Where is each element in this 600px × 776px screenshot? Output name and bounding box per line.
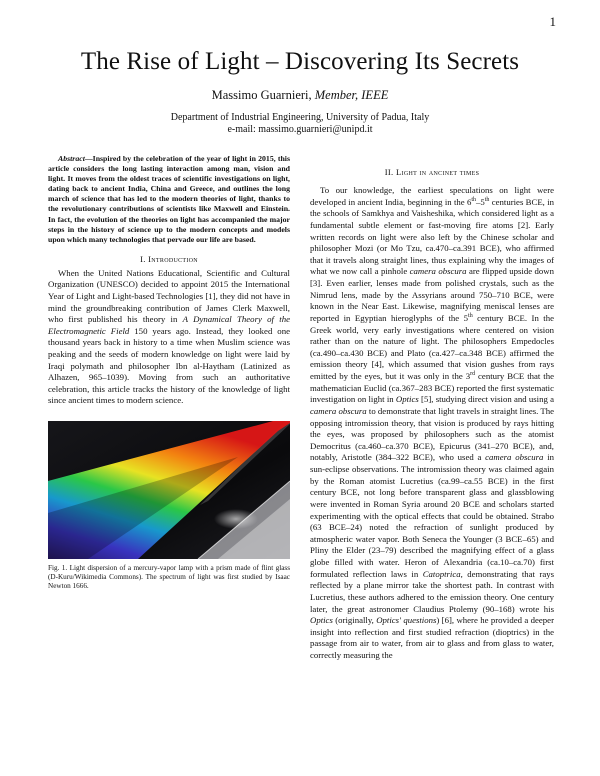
text-span: (originally,: [332, 615, 377, 626]
figure-prism-photo: [48, 421, 290, 559]
italic-term: Optics: [310, 615, 333, 626]
left-column: [48, 152, 290, 591]
text-span: 150 years ago. Instead, they looked one thousand years back in history to a time when Muslim science was peaking and the seeds of modern knowledge on light were laid by Iraqi polymath and philosopher Ibn al-Haytham (Latinized as Alhazen, 965–1039). Moving from such an authoritative celebration, this article tracks the history of the knowledge of light since ancient times to modern science.: [48, 325, 290, 406]
text-span: ) [6], where he provided a deeper insight into reflection and first studied refraction (dioptrics) in the passage from air to water, from air to glass and from glass to water, correctly measuring the: [310, 615, 554, 660]
paper-title: The Rise of Light – Discovering Its Secrets: [80, 48, 520, 75]
figure-caption: Fig. 1. Light dispersion of a mercury-vapor lamp with a prism made of flint glass (D-Kuru/Wikimedia Commons). The spectrum of light was first studied by Isaac Newton 1666.: [48, 563, 290, 590]
italic-term: camera obscura: [409, 266, 467, 277]
italic-term: camera obscura: [485, 452, 544, 463]
affiliation: [0, 112, 600, 136]
section-heading-ancient-times: [310, 167, 554, 177]
text-span: [5], studying direct vision and using a: [418, 394, 554, 405]
superscript: th: [484, 196, 490, 203]
author-name: Massimo Guarnieri,: [211, 88, 312, 102]
text-span: to demonstrate that light travels in straight lines. The opposing intromission theory, that vision is produced by rays hitting the eyes, was proposed by philosophers such as the atomist Democritus (ca.460–ca.370 BCE), Epicurus (341–270 BCE), and, notably, Aristotle (384–322 BCE), who used a: [310, 405, 554, 463]
affiliation-email: e-mail: massimo.guarnieri@unipd.it: [227, 124, 373, 135]
text-span: are flipped upside down [3]. Even earlier, lenses made from polished crystals, such as the Nimrud lens, made by the Assyrians around 750–710 BCE, were known in the Near East. Likewise, magnifying meniscal lenses are reported in Egyptian hieroglyphs of the 5: [310, 266, 554, 323]
italic-term: Optics' questions: [376, 615, 437, 626]
section-numeral: I.: [140, 253, 146, 264]
abstract-text: —Inspired by the celebration of the year of light in 2015, this article considers the long lasting interaction among man, vision and light. It moves from the oldest traces of scientific investigations on light, dating back to ancient India, China and Greece, and outlines the long march of science that has led to the modern theories of light, thanks to the revolutionary contributions of scientists like Maxwell and Einstein. In fact, the evolution of the theories on light has accompanied the major steps in the history of science up to the modern concepts and models upon which many technologies that pervade our life are based.: [48, 154, 290, 244]
superscript: th: [468, 312, 473, 319]
ancient-times-paragraph: [310, 185, 554, 662]
text-span: When the United Nations Educational, Scientific and Cultural Organization (UNESCO) decided to appoint 2015 the International Year of Light and Light-based Technologies [1], they did not have in mind the groundbreaking contribution of James Clerk Maxwell, who first published his theory in: [48, 267, 290, 325]
author-role: Member, IEEE: [314, 88, 389, 102]
superscript: th: [471, 196, 477, 203]
text-span: century BCE that the mathematician Euclid (ca.367–283 BCE) reported the first systematic investigation on light in: [310, 371, 554, 405]
affiliation-department: Department of Industrial Engineering, University of Padua, Italy: [170, 112, 430, 123]
text-span: –5: [476, 196, 485, 207]
italic-title: A Dynamical Theory of the Electromagnetic Field: [48, 314, 291, 336]
text-span: in sun-eclipse observations. The intromission theory was claimed again by the Roman atomist Lucretius (ca.99–ca.55 BCE) in the first century BCE, not long before transparent glass and glassblowing were invented in Roman Syria around 20 BCE and scholars started experimenting with the optical effects that could be obtained. Strabo (63 BCE–24) noted the refraction of sunlight produced by atmospheric water vapor. Both Seneca the Younger (3 BCE–65) and Pliny the Elder (23–79) described the magnifying effect of a glass globe filled with water. Heron of Alexandria (ca.10–ca.70) first formulated reflection laws in: [310, 452, 555, 579]
text-span: century BCE. In the Greek world, very early investigations where centered on vision rather than on the nature of light. The philosophers Empedocles (ca.490–ca.430 BCE) and Plato (ca.427–ca.348 BCE) affirmed the emission theory [4], which assumed that vision gushes from rays emitted by the eyes, but it was only in the 3: [310, 312, 554, 381]
italic-term: Optics: [395, 394, 419, 405]
prism-dispersion-image: [48, 421, 290, 559]
introduction-paragraph: [48, 268, 290, 407]
text-span: To our knowledge, the earliest speculations on light were developed in ancient India, beginning in the 6: [310, 185, 554, 207]
right-column: [310, 152, 554, 662]
abstract-label: Abstract: [58, 154, 85, 163]
section-title: Introduction: [148, 253, 198, 264]
section-title: Light in ancinet times: [395, 167, 480, 177]
section-heading-introduction: [48, 254, 290, 264]
text-span: , demonstrating that rays reflected by a plane mirror take the shortest path. In contrast with Lucretius, these authors adhered to the emission theory. One century later, the great astronomer Claudius Ptolemy (90–168) wrote his: [310, 568, 554, 614]
superscript: rd: [470, 371, 476, 378]
italic-term: Catoptrica: [422, 568, 461, 579]
page-number: 1: [549, 14, 556, 29]
section-numeral: II.: [384, 167, 394, 177]
text-span: centuries BCE, in the schools of Samkhya and Vaisheshika, which considered light as a fundamental subtle element or fast-moving fire atoms [2]. Early written records on light were also left by the Chinese scholar and philosopher Mozi (or Mo Tzu, ca.470–ca.391 BCE), who affirmed that it travels along straight lines, thus explaining why the images of what we now call a pinhole: [310, 196, 555, 277]
abstract: [48, 154, 290, 245]
author-line: [0, 88, 600, 103]
italic-term: camera obscura: [310, 405, 367, 416]
